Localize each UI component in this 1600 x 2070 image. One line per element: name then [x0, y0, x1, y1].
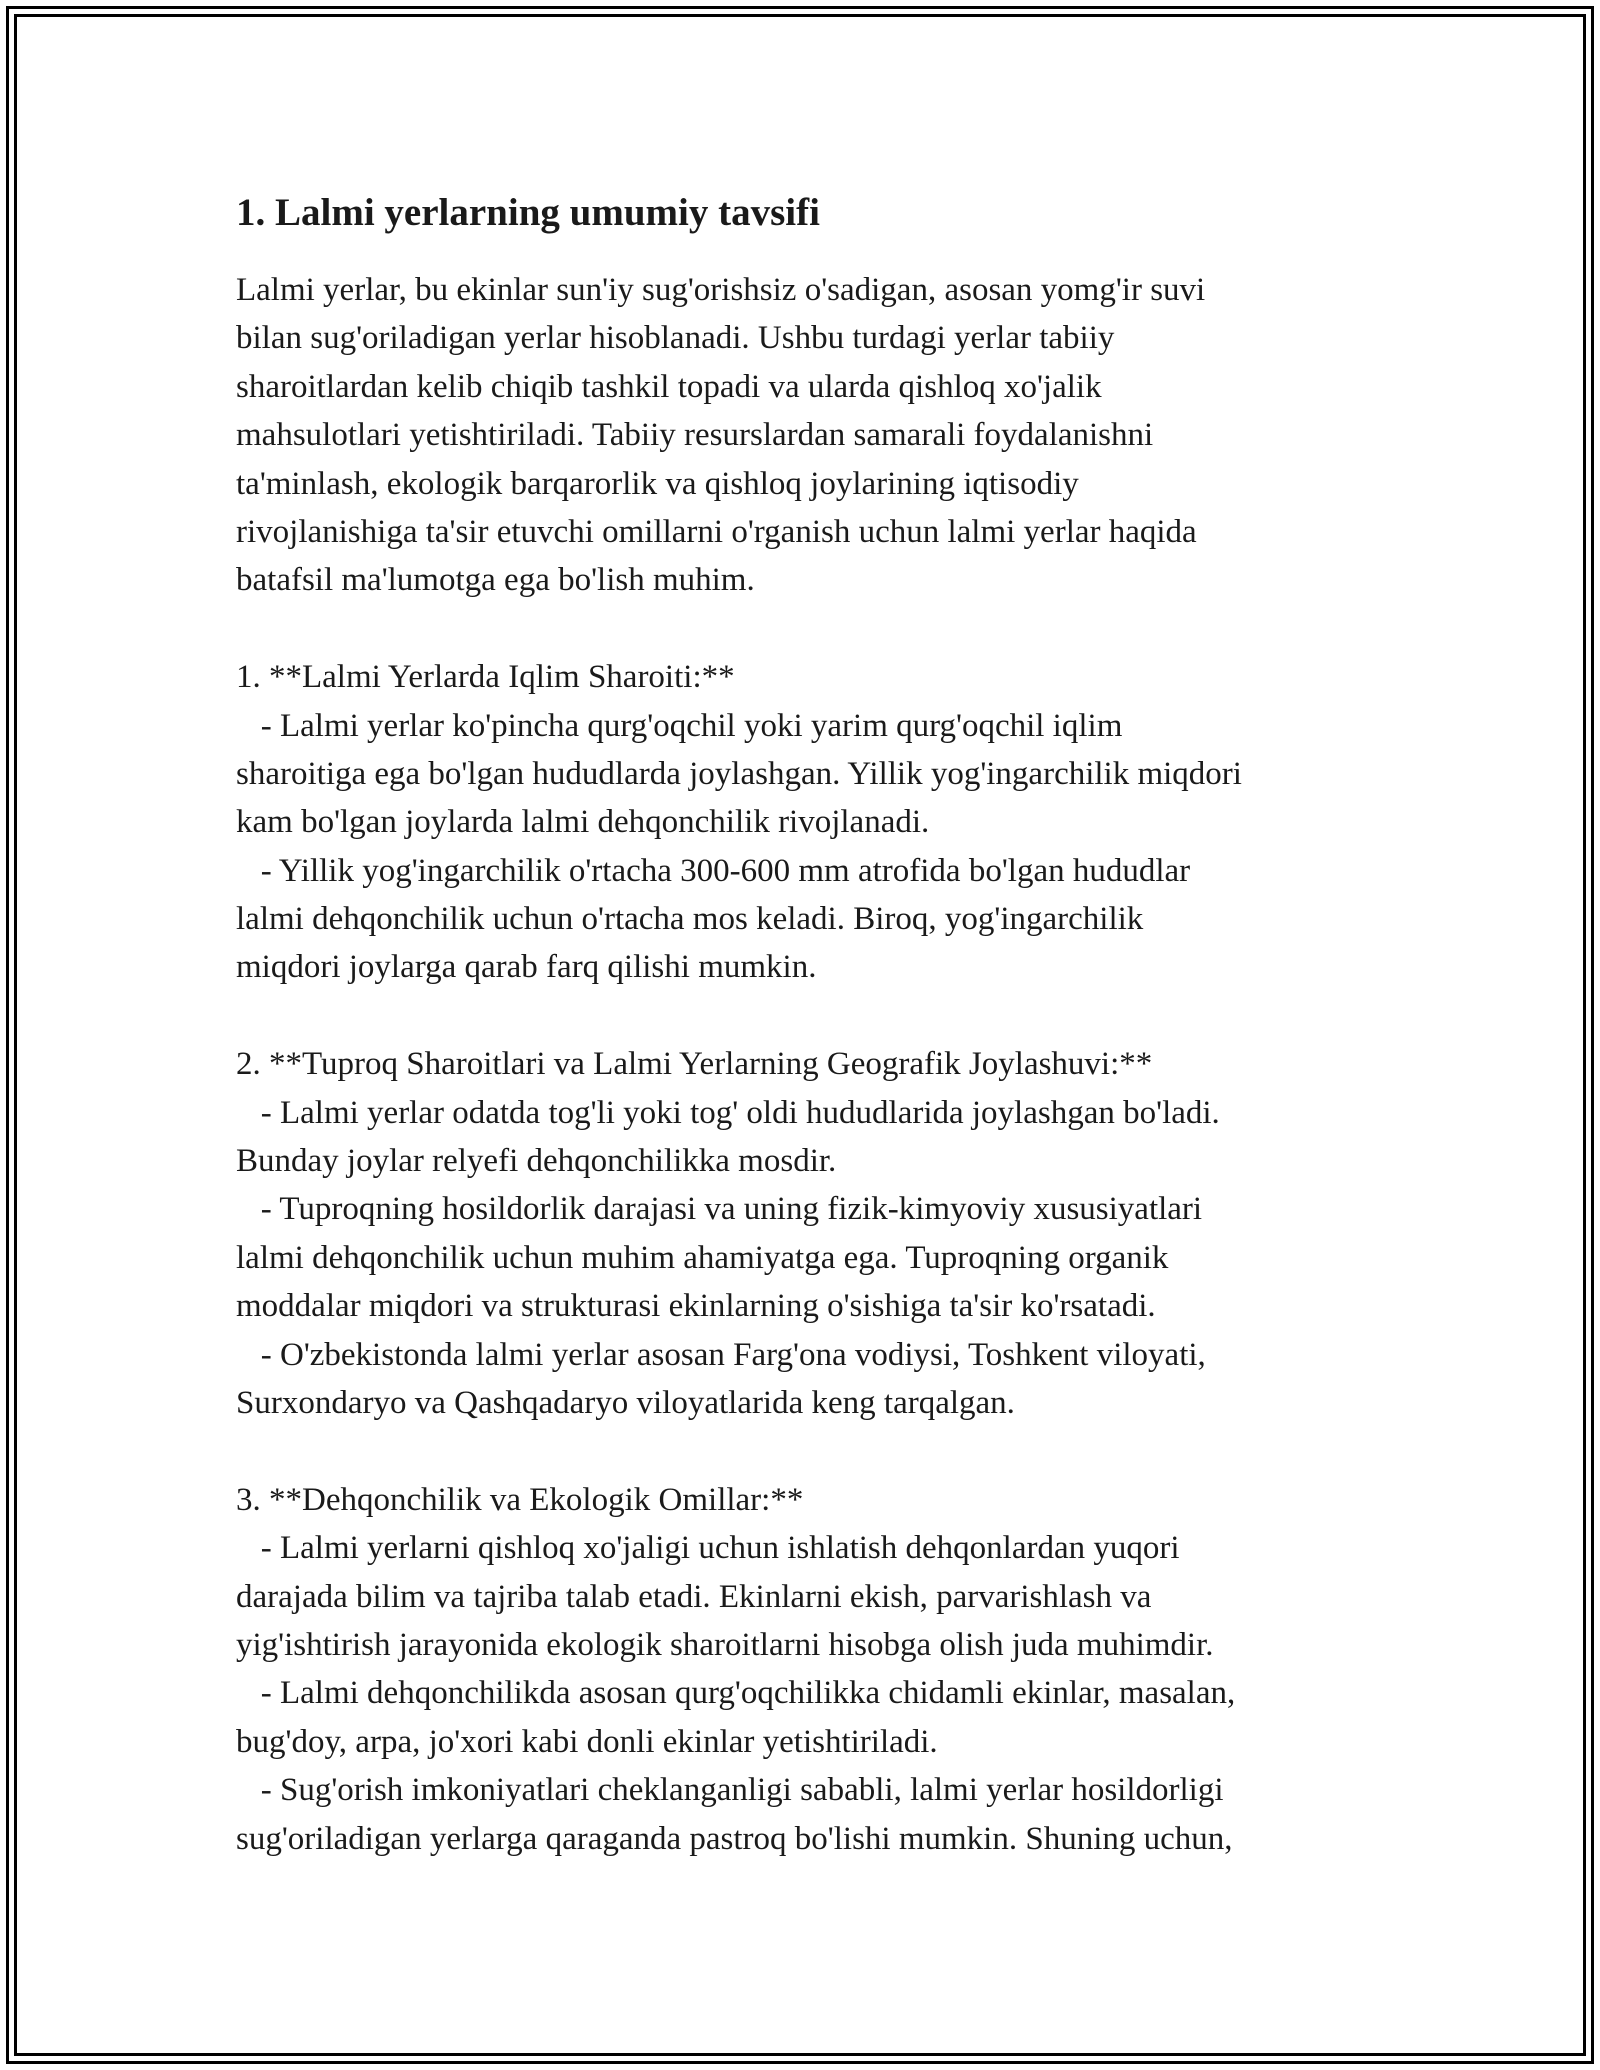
- text-line: 3. **Dehqonchilik va Ekologik Omillar:**: [236, 1481, 804, 1518]
- text-line: batafsil ma'lumotga ega bo'lish muhim.: [236, 562, 755, 599]
- text-line: - Tuproqning hosildorlik darajasi va uning fizik-kimyoviy xususiyatlari: [236, 1191, 1203, 1228]
- text-line: lalmi dehqonchilik uchun muhim ahamiyatga ega. Tuproqning organik: [236, 1239, 1169, 1276]
- text-line: bilan sug'oriladigan yerlar hisoblanadi. Ushbu turdagi yerlar tabiiy: [236, 320, 1115, 357]
- text-line: darajada bilim va tajriba talab etadi. Ekinlarni ekish, parvarishlash va: [236, 1578, 1152, 1615]
- text-line: rivojlanishiga ta'sir etuvchi omillarni o'rganish uchun lalmi yerlar haqida: [236, 513, 1197, 550]
- text-line: - Sug'orish imkoniyatlari cheklanganligi sababli, lalmi yerlar hosildorligi: [236, 1772, 1224, 1809]
- document-body: [236, 266, 1416, 1863]
- text-line: [236, 1427, 1416, 1475]
- text-line: yig'ishtirish jarayonida ekologik sharoitlarni hisobga olish juda muhimdir.: [236, 1626, 1214, 1663]
- text-line: Bunday joylar relyefi dehqonchilikka mosdir.: [236, 1143, 837, 1180]
- text-line: - Yillik yog'ingarchilik o'rtacha 300-600 mm atrofida bo'lgan hududlar: [236, 852, 1191, 889]
- text-line: sharoitlardan kelib chiqib tashkil topadi va ularda qishloq xo'jalik: [236, 368, 1102, 405]
- text-line: [236, 992, 1416, 1040]
- text-line: sharoitiga ega bo'lgan hududlarda joylashgan. Yillik yog'ingarchilik miqdori: [236, 755, 1242, 792]
- text-line: 2. **Tuproq Sharoitlari va Lalmi Yerlarning Geografik Joylashuvi:**: [236, 1046, 1153, 1083]
- section-heading: 1. Lalmi yerlarning umumiy tavsifi: [236, 191, 820, 234]
- document-page: [236, 188, 1416, 1863]
- text-line: Surxondaryo va Qashqadaryo viloyatlarida keng tarqalgan.: [236, 1384, 1015, 1421]
- text-line: - O'zbekistonda lalmi yerlar asosan Farg'ona vodiysi, Toshkent viloyati,: [236, 1336, 1206, 1373]
- text-line: bug'doy, arpa, jo'xori kabi donli ekinlar yetishtiriladi.: [236, 1723, 938, 1760]
- text-line: - Lalmi yerlarni qishloq xo'jaligi uchun ishlatish dehqonlardan yuqori: [236, 1530, 1180, 1567]
- text-line: ta'minlash, ekologik barqarorlik va qishloq joylarining iqtisodiy: [236, 465, 1079, 502]
- text-line: miqdori joylarga qarab farq qilishi mumkin.: [236, 949, 817, 986]
- text-line: lalmi dehqonchilik uchun o'rtacha mos keladi. Biroq, yog'ingarchilik: [236, 901, 1144, 938]
- text-line: [236, 605, 1416, 653]
- text-line: - Lalmi yerlar ko'pincha qurg'oqchil yoki yarim qurg'oqchil iqlim: [236, 707, 1123, 744]
- text-line: moddalar miqdori va strukturasi ekinlarning o'sishiga ta'sir ko'rsatadi.: [236, 1288, 1156, 1325]
- text-line: Lalmi yerlar, bu ekinlar sun'iy sug'orishsiz o'sadigan, asosan yomg'ir suvi: [236, 272, 1206, 308]
- text-line: sug'oriladigan yerlarga qaraganda pastroq bo'lishi mumkin. Shuning uchun,: [236, 1820, 1233, 1857]
- text-line: - Lalmi dehqonchilikda asosan qurg'oqchilikka chidamli ekinlar, masalan,: [236, 1675, 1236, 1712]
- text-line: - Lalmi yerlar odatda tog'li yoki tog' oldi hududlarida joylashgan bo'ladi.: [236, 1094, 1220, 1131]
- text-line: mahsulotlari yetishtiriladi. Tabiiy resurslardan samarali foydalanishni: [236, 417, 1154, 454]
- text-line: kam bo'lgan joylarda lalmi dehqonchilik rivojlanadi.: [236, 804, 930, 841]
- text-line: 1. **Lalmi Yerlarda Iqlim Sharoiti:**: [236, 659, 735, 696]
